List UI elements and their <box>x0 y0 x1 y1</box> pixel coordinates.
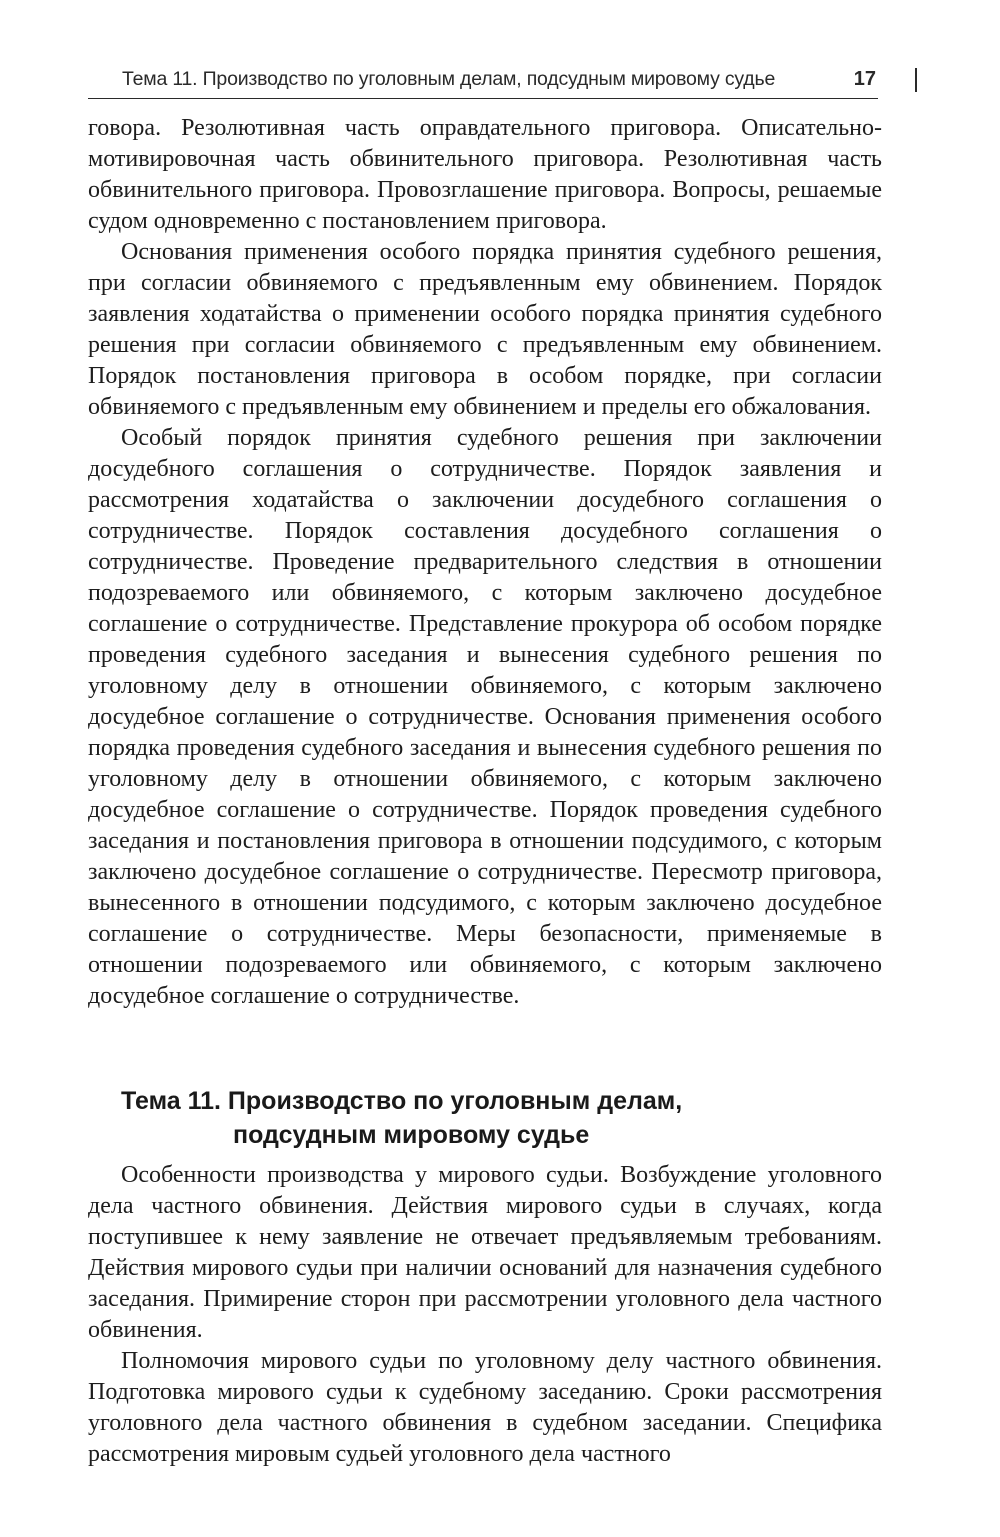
page-number: 17 <box>853 68 876 90</box>
paragraph: Полномочия мирового судьи по уголовному делу частного обвинения. Подготовка мирового судьи к судебному заседанию. Сроки рассмотрения уголовного дела частного обвинения в судебном заседании. Специфика рассмотрения мировым судьей уголовного дела частного <box>88 1348 882 1467</box>
header-separator <box>915 68 917 92</box>
top-text-block <box>88 113 882 1012</box>
section-heading-line-1: Тема 11. Производство по уголовным делам, <box>121 1087 683 1115</box>
paragraph: Особый порядок принятия судебного решения при заключении досудебного соглашения о сотрудничестве. Порядок заявления и рассмотрения ходатайства о заключении досудебного соглашения о сотрудничестве. Порядок составления досудебного соглашения о сотрудничестве. Проведение предварительного следствия в отношении подозреваемого или обвиняемого, с которым заключено досудебное соглашение о сотрудничестве. Представление прокурора об особом порядке проведения судебного заседания и вынесения судебного решения по уголовному делу в отношении обвиняемого, с которым заключено досудебное соглашение о сотрудничестве. Основания применения особого порядка проведения судебного заседания и вынесения судебного решения по уголовному делу в отношении обвиняемого, с которым заключено досудебное соглашение о сотрудничестве. Порядок проведения судебного заседания и постановления приговора в отношении подсудимого, с которым заключено досудебное соглашение о сотрудничестве. Пересмотр приговора, вынесенного в отношении подсудимого, с которым заключено досудебное соглашение о сотрудничестве. Меры безопасности, применяемые в отношении подозреваемого или обвиняемого, с которым заключено досудебное соглашение о сотрудничестве. <box>88 425 882 1009</box>
paragraph: Основания применения особого порядка принятия судебного решения, при согласии обвиняемого с предъявленным ему обвинением. Порядок заявления ходатайства о применении особого порядка принятия судебного решения при согласии обвиняемого с предъявленным ему обвинением. Порядок постановления приговора в особом порядке, при согласии обвиняемого с предъявленным ему обвинением и пределы его обжалования. <box>88 239 882 420</box>
paragraph: Особенности производства у мирового судьи. Возбуждение уголовного дела частного обвинения. Действия мирового судьи в случаях, когда поступившее к нему заявление не отвечает предъявляемым требованиям. Действия мирового судьи при наличии оснований для назначения судебного заседания. Примирение сторон при рассмотрении уголовного дела частного обвинения. <box>88 1162 882 1343</box>
section-heading-line-2: подсудным мировому судье <box>233 1121 590 1149</box>
section-heading <box>121 1084 861 1152</box>
running-header-title: Тема 11. Производство по уголовным делам, подсудным мировому судье <box>122 68 776 90</box>
section-text-block <box>88 1160 882 1470</box>
paragraph: говора. Резолютивная часть оправдательного приговора. Описательно-мотивировочная часть обвинительного приговора. Резолютивная часть обвинительного приговора. Провозглашение приговора. Вопросы, решаемые судом одновременно с постановлением приговора. <box>88 115 882 234</box>
running-header <box>88 62 878 99</box>
